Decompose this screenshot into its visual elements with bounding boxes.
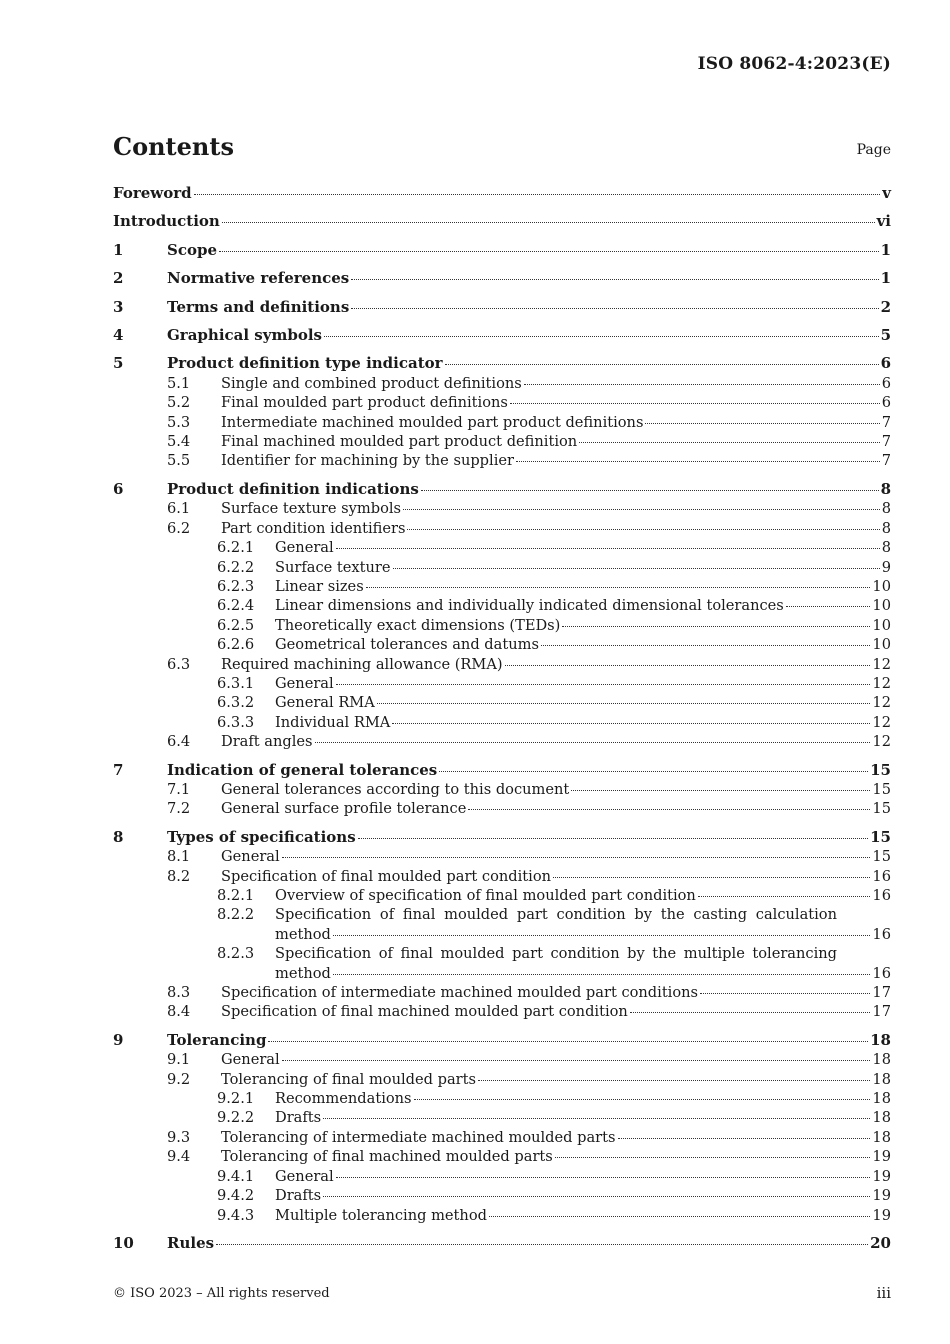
toc-entry-title: Normative references: [167, 269, 350, 288]
toc-entry-page: 8: [881, 519, 891, 537]
toc-entry-title: General RMA: [275, 694, 375, 712]
toc-entry-page: 15: [872, 800, 891, 818]
toc-entry-page: 15: [870, 827, 891, 846]
dot-leader: [336, 1176, 871, 1178]
dot-leader: [630, 1011, 871, 1013]
toc-entry-page: 19: [872, 1187, 891, 1205]
dot-leader: [445, 363, 879, 365]
toc-entry-page: 8: [881, 539, 891, 557]
dot-leader: [333, 934, 871, 936]
toc-entry-page: 12: [872, 694, 891, 712]
toc-entry-title: Theoretically exact dimensions (TEDs): [275, 616, 561, 634]
toc-entry-page: 18: [872, 1090, 891, 1108]
toc-entry-page: 18: [870, 1030, 891, 1049]
toc-entry-page: 18: [872, 1070, 891, 1088]
toc-entry[interactable]: [113, 905, 891, 944]
toc-entry-page: vi: [876, 212, 891, 231]
dot-leader: [336, 683, 871, 685]
page-number: iii: [876, 1284, 891, 1302]
toc-entry-title: Terms and definitions: [167, 297, 350, 316]
dot-leader: [579, 441, 880, 443]
toc-entry-title: Final moulded part product definitions: [221, 394, 508, 412]
toc-entry-page: 17: [872, 1003, 891, 1021]
toc-entry-number: 10: [113, 1233, 134, 1252]
dot-leader: [358, 837, 868, 839]
toc-entry-number: 8.1: [167, 848, 191, 866]
toc-entry-title: General: [275, 539, 334, 557]
toc-entry-number: 9.2.1: [217, 1090, 255, 1108]
toc-entry-number: 8.3: [167, 984, 191, 1002]
toc-entry[interactable]: [113, 1206, 891, 1225]
toc-entry-title: Surface texture symbols: [221, 500, 402, 518]
toc-entry-page: 19: [872, 1167, 891, 1185]
toc-entry-title: Product definition type indicator: [167, 354, 443, 373]
toc-entry-title: Graphical symbols: [167, 326, 322, 345]
toc-entry-title: Rules: [167, 1233, 215, 1252]
toc-entry[interactable]: [113, 674, 891, 693]
toc-entry-title: Individual RMA: [275, 713, 391, 731]
toc-entry-number: 6.2.5: [217, 616, 255, 634]
toc-entry[interactable]: [113, 1070, 891, 1089]
toc-entry[interactable]: [113, 432, 891, 451]
toc-entry-title: General tolerances according to this document: [221, 780, 570, 798]
toc-entry-number: 5: [113, 354, 124, 373]
toc-entry-page: 16: [872, 867, 891, 885]
toc-entry-title: General: [221, 1051, 280, 1069]
dot-leader: [407, 528, 879, 530]
toc-entry-title: Required machining allowance (RMA): [221, 655, 503, 673]
toc-entry-page: 19: [872, 1148, 891, 1166]
toc-entry-title: Part condition identifiers: [221, 519, 406, 537]
toc-entry-number: 6.4: [167, 733, 191, 751]
toc-entry-title: Intermediate machined moulded part product definitions: [221, 413, 644, 431]
toc-entry-page: 17: [872, 984, 891, 1002]
toc-entry-title: Specification of final moulded part condition by the multiple tolerancing: [275, 945, 837, 963]
toc-entry-number: 3: [113, 297, 124, 316]
toc-entry-number: 6.3: [167, 655, 191, 673]
toc-entry-title: Geometrical tolerances and datums: [275, 636, 539, 654]
toc-entry-number: 8.2.2: [217, 906, 255, 924]
toc-entry-number: 5.4: [167, 433, 191, 451]
toc-entry[interactable]: [113, 1108, 891, 1127]
dot-leader: [194, 193, 881, 195]
dot-leader: [571, 789, 870, 791]
dot-leader: [323, 1195, 870, 1197]
dot-leader: [324, 335, 879, 337]
toc-entry[interactable]: [113, 886, 891, 905]
toc-entry[interactable]: [113, 596, 891, 615]
toc-entry-number: 6.2.4: [217, 597, 255, 615]
dot-leader: [222, 221, 875, 223]
toc-entry-number: 6.2.1: [217, 539, 255, 557]
toc-entry-title: Linear dimensions and individually indicated dimensional tolerances: [275, 597, 784, 615]
dot-leader: [268, 1040, 868, 1042]
dot-leader: [351, 307, 878, 309]
toc-entry-page: 10: [872, 597, 891, 615]
toc-entry[interactable]: [113, 269, 891, 288]
dot-leader: [786, 605, 871, 607]
toc-entry-number: 6.2.2: [217, 558, 255, 576]
toc-entry-title: Specification of intermediate machined moulded part conditions: [221, 984, 699, 1002]
toc-entry[interactable]: [113, 393, 891, 412]
toc-entry-title: Final machined moulded part product definition: [221, 433, 578, 451]
toc-entry[interactable]: [113, 1089, 891, 1108]
toc-entry-page: 15: [872, 848, 891, 866]
dot-leader: [505, 664, 871, 666]
dot-leader: [700, 992, 870, 994]
toc-entry[interactable]: [113, 374, 891, 393]
toc-entry[interactable]: [113, 847, 891, 866]
toc-entry[interactable]: [113, 241, 891, 260]
toc-entry-title: Types of specifications: [167, 827, 356, 846]
toc-entry[interactable]: [113, 298, 891, 317]
dot-leader: [698, 895, 871, 897]
toc-entry-number: 5.5: [167, 452, 191, 470]
toc-entry-title: Single and combined product definitions: [221, 374, 522, 392]
toc-entry-number: 8.2.3: [217, 945, 255, 963]
toc-entry-title: General surface profile tolerance: [221, 800, 467, 818]
toc-entry-number: 9.3: [167, 1128, 191, 1146]
toc-entry-number: 5.1: [167, 374, 191, 392]
toc-entry-number: 9: [113, 1030, 124, 1049]
toc-entry[interactable]: [113, 732, 891, 751]
toc-entry-page: 7: [881, 413, 891, 431]
toc-entry-number: 9.1: [167, 1051, 191, 1069]
dot-leader: [403, 508, 880, 510]
toc-entry-title: Drafts: [275, 1187, 322, 1205]
dot-leader: [516, 460, 880, 462]
toc-entry-number: 4: [113, 326, 124, 345]
toc-entry-page: 10: [872, 616, 891, 634]
toc-entry-number: 9.4.2: [217, 1187, 255, 1205]
toc-entry-title: Specification of final moulded part condition: [221, 867, 552, 885]
toc-entry-page: 18: [872, 1128, 891, 1146]
toc-entry[interactable]: [113, 480, 891, 499]
toc-entry[interactable]: [113, 577, 891, 596]
toc-entry[interactable]: [113, 212, 891, 231]
toc-entry-title: Indication of general tolerances: [167, 760, 438, 779]
toc-entry-page: 12: [872, 674, 891, 692]
toc-entry[interactable]: [113, 867, 891, 886]
toc-entry[interactable]: [113, 326, 891, 345]
toc-entry[interactable]: [113, 1147, 891, 1166]
toc-entry[interactable]: [113, 799, 891, 818]
toc-entry-number: 6.3.2: [217, 694, 255, 712]
toc-entry-page: 18: [872, 1051, 891, 1069]
toc-entry-title: Recommendations: [275, 1090, 412, 1108]
dot-leader: [414, 1098, 871, 1100]
toc-entry-number: 6: [113, 479, 124, 498]
toc-entry[interactable]: [113, 635, 891, 654]
dot-leader: [323, 1117, 870, 1119]
toc-entry-page: 8: [881, 500, 891, 518]
toc-entry-page: 1: [880, 240, 891, 259]
toc-entry-page: 16: [872, 964, 891, 982]
toc-entry[interactable]: [113, 413, 891, 432]
toc-entry-number: 6.1: [167, 500, 191, 518]
toc-entry-page: 16: [872, 925, 891, 943]
dot-leader: [282, 1059, 871, 1061]
table-of-contents: [113, 184, 891, 1253]
toc-entry-title: Tolerancing: [167, 1030, 267, 1049]
toc-entry-number: 8.2: [167, 867, 191, 885]
toc-entry-number: 6.2.6: [217, 636, 255, 654]
toc-entry-page: 6: [881, 394, 891, 412]
toc-entry-page: 15: [870, 760, 891, 779]
dot-leader: [336, 547, 880, 549]
dot-leader: [562, 625, 870, 627]
toc-entry-number: 7: [113, 760, 124, 779]
toc-entry-page: 20: [870, 1233, 891, 1252]
dot-leader: [489, 1215, 870, 1217]
toc-entry[interactable]: [113, 519, 891, 538]
toc-entry-number: 8: [113, 827, 124, 846]
toc-entry-title: Scope: [167, 240, 218, 259]
dot-leader: [645, 422, 879, 424]
dot-leader: [524, 383, 880, 385]
toc-entry-page: 5: [880, 326, 891, 345]
toc-entry[interactable]: [113, 558, 891, 577]
toc-entry[interactable]: [113, 713, 891, 732]
toc-entry[interactable]: [113, 616, 891, 635]
toc-entry[interactable]: [113, 828, 891, 847]
toc-entry-page: 2: [880, 297, 891, 316]
toc-entry-page: 7: [881, 433, 891, 451]
toc-entry[interactable]: [113, 1234, 891, 1253]
dot-leader: [421, 489, 879, 491]
toc-entry-number: 9.4.1: [217, 1167, 255, 1185]
toc-entry-number: 1: [113, 240, 124, 259]
dot-leader: [282, 856, 871, 858]
toc-entry[interactable]: [113, 944, 891, 983]
toc-entry-title: General: [275, 1167, 334, 1185]
toc-entry-title: Foreword: [113, 184, 192, 202]
toc-entry[interactable]: [113, 538, 891, 557]
dot-leader: [216, 1243, 868, 1245]
toc-entry-page: 8: [880, 479, 891, 498]
dot-leader: [393, 567, 880, 569]
toc-entry-page: 9: [881, 558, 891, 576]
toc-entry-title-continued: method: [275, 964, 331, 982]
toc-entry-title-continued: method: [275, 925, 331, 943]
toc-entry-number: 7.2: [167, 800, 191, 818]
toc-entry-page: 19: [872, 1206, 891, 1224]
toc-entry[interactable]: [113, 451, 891, 470]
dot-leader: [333, 973, 871, 975]
toc-entry-page: 10: [872, 577, 891, 595]
toc-entry[interactable]: [113, 1031, 891, 1050]
toc-entry-title: Specification of final moulded part condition by the casting calculation: [275, 906, 837, 924]
toc-entry-number: 9.4: [167, 1148, 191, 1166]
dot-leader: [351, 278, 878, 280]
dot-leader: [553, 876, 870, 878]
toc-entry-number: 5.3: [167, 413, 191, 431]
toc-entry-page: 16: [872, 887, 891, 904]
toc-entry[interactable]: [113, 1050, 891, 1069]
toc-entry-title: Multiple tolerancing method: [275, 1206, 487, 1224]
toc-entry-title: Tolerancing of final moulded parts: [221, 1070, 476, 1088]
toc-entry-title: Tolerancing of intermediate machined moulded parts: [221, 1128, 616, 1146]
dot-leader: [377, 702, 871, 704]
toc-entry-title: General: [221, 848, 280, 866]
document-id: ISO 8062-4:2023(E): [697, 54, 891, 74]
toc-entry-number: 9.2: [167, 1070, 191, 1088]
dot-leader: [468, 808, 870, 810]
toc-entry[interactable]: [113, 184, 891, 203]
toc-entry-number: 9.4.3: [217, 1206, 255, 1224]
toc-entry-page: 12: [872, 655, 891, 673]
toc-entry[interactable]: [113, 761, 891, 780]
toc-entry[interactable]: [113, 780, 891, 799]
toc-entry-title: General: [275, 674, 334, 692]
dot-leader: [618, 1137, 871, 1139]
dot-leader: [555, 1156, 871, 1158]
dot-leader: [219, 250, 879, 252]
toc-entry-title: Drafts: [275, 1109, 322, 1127]
dot-leader: [439, 770, 868, 772]
toc-entry-title: Introduction: [113, 212, 220, 231]
toc-entry-number: 2: [113, 269, 124, 288]
toc-entry-title: Surface texture: [275, 558, 391, 576]
toc-entry-page: 1: [880, 269, 891, 288]
toc-entry-number: 9.2.2: [217, 1109, 255, 1127]
toc-entry[interactable]: [113, 1167, 891, 1186]
toc-entry[interactable]: [113, 1002, 891, 1021]
toc-entry-number: 5.2: [167, 394, 191, 412]
toc-entry-number: 8.4: [167, 1003, 191, 1021]
toc-entry[interactable]: [113, 354, 891, 373]
dot-leader: [478, 1079, 870, 1081]
dot-leader: [392, 722, 870, 724]
toc-entry[interactable]: [113, 693, 891, 712]
toc-entry-title: Tolerancing of final machined moulded parts: [221, 1148, 553, 1166]
toc-entry-title: Specification of final machined moulded part condition: [221, 1003, 628, 1021]
toc-entry-title: Identifier for machining by the supplier: [221, 452, 514, 470]
dot-leader: [366, 586, 871, 588]
toc-entry-number: 8.2.1: [217, 887, 255, 904]
contents-title: Contents: [113, 132, 234, 161]
toc-entry-page: 10: [872, 636, 891, 654]
page-column-label: Page: [856, 142, 891, 158]
dot-leader: [510, 402, 880, 404]
toc-entry-title: Linear sizes: [275, 577, 364, 595]
toc-entry-number: 6.3.3: [217, 713, 255, 731]
toc-entry-number: 7.1: [167, 780, 191, 798]
toc-entry-page: 7: [881, 452, 891, 470]
toc-entry-page: v: [882, 184, 891, 202]
toc-entry-number: 6.2.3: [217, 577, 255, 595]
copyright-notice: © ISO 2023 – All rights reserved: [113, 1286, 330, 1301]
toc-entry[interactable]: [113, 499, 891, 518]
toc-entry-page: 6: [880, 354, 891, 373]
toc-entry[interactable]: [113, 983, 891, 1002]
toc-entry[interactable]: [113, 1128, 891, 1147]
toc-entry-page: 6: [881, 374, 891, 392]
toc-entry-title: Product definition indications: [167, 479, 419, 498]
dot-leader: [315, 741, 871, 743]
toc-entry[interactable]: [113, 1186, 891, 1205]
toc-entry-page: 15: [872, 780, 891, 798]
toc-entry-page: 12: [872, 733, 891, 751]
toc-entry-number: 6.2: [167, 519, 191, 537]
toc-entry-page: 12: [872, 713, 891, 731]
toc-entry[interactable]: [113, 655, 891, 674]
toc-entry-title: Overview of specification of final moulded part condition: [275, 887, 696, 904]
toc-entry-number: 6.3.1: [217, 674, 255, 692]
toc-entry-page: 18: [872, 1109, 891, 1127]
toc-entry-title: Draft angles: [221, 733, 313, 751]
dot-leader: [541, 644, 870, 646]
